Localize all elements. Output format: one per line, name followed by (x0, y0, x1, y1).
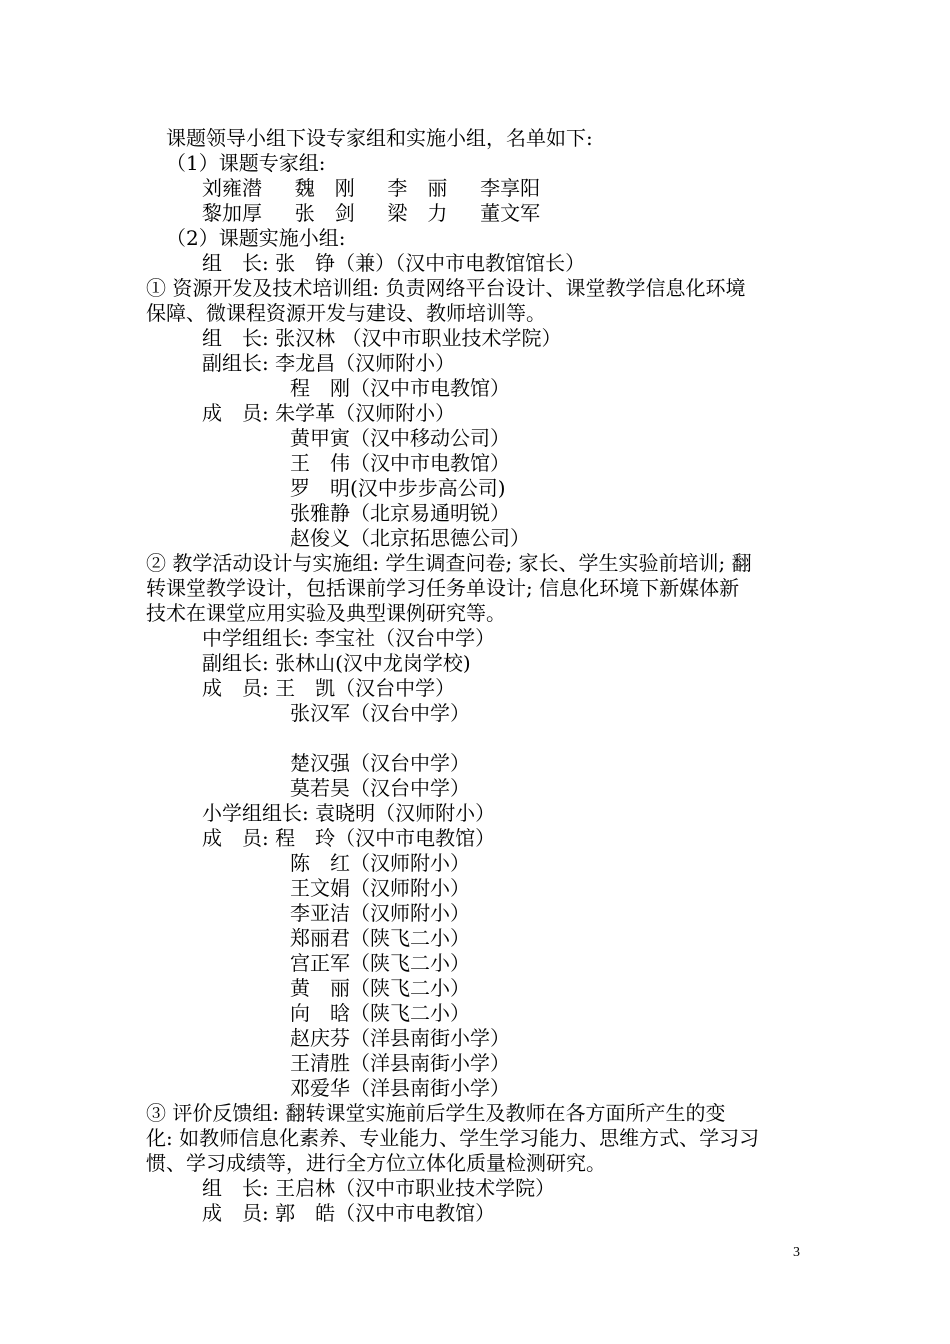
primary-school-member-5: 郑丽君（陕飞二小） (290, 926, 470, 950)
expert-names-row-1: 刘雍潜 魏 刚 李 丽 李享阳 (202, 176, 541, 200)
primary-school-member-6: 宫正军（陕飞二小） (290, 951, 470, 975)
middle-school-deputy: 副组长: 张林山(汉中龙岗学校) (202, 651, 471, 675)
evaluation-leader: 组 长: 王启林（汉中市职业技术学院） (202, 1176, 556, 1200)
primary-school-member-2: 陈 红（汉师附小） (290, 851, 470, 875)
primary-school-member-9: 赵庆芬（洋县南街小学） (290, 1026, 510, 1050)
expert-group-heading: （1）课题专家组: (166, 151, 326, 175)
implementation-group-heading: （2）课题实施小组: (166, 226, 346, 250)
resource-member-4: 罗 明(汉中步步高公司) (290, 476, 506, 500)
evaluation-member-1: 成 员: 郭 皓（汉中市电教馆） (202, 1201, 496, 1225)
primary-school-member-7: 黄 丽（陕飞二小） (290, 976, 470, 1000)
resource-leader: 组 长: 张汉林 （汉中市职业技术学院） (202, 326, 562, 350)
resource-member-6: 赵俊义（北京拓思德公司） (290, 526, 530, 550)
page-number: 3 (793, 1245, 800, 1260)
primary-school-member-11: 邓爱华（洋县南街小学） (290, 1076, 510, 1100)
teaching-group-description-cont-1: 转课堂教学设计，包括课前学习任务单设计; 信息化环境下新媒体新 (146, 576, 740, 600)
resource-member-2: 黄甲寅（汉中移动公司） (290, 426, 510, 450)
middle-school-member-1: 成 员: 王 凯（汉台中学） (202, 676, 456, 700)
resource-deputy-2: 程 刚（汉中市电教馆） (290, 376, 510, 400)
middle-school-leader: 中学组组长: 李宝社（汉台中学） (202, 626, 496, 650)
resource-member-5: 张雅静（北京易通明锐） (290, 501, 510, 525)
intro-text: 课题领导小组下设专家组和实施小组，名单如下: (166, 126, 593, 150)
resource-group-description-cont: 保障、微课程资源开发与建设、教师培训等。 (146, 301, 546, 325)
resource-group-description: ① 资源开发及技术培训组: 负责网络平台设计、课堂教学信息化环境 (146, 276, 746, 300)
primary-school-member-1: 成 员: 程 玲（汉中市电教馆） (202, 826, 496, 850)
expert-names-row-2: 黎加厚 张 剑 梁 力 董文军 (202, 201, 541, 225)
evaluation-group-description-cont-2: 惯、学习成绩等，进行全方位立体化质量检测研究。 (146, 1151, 606, 1175)
resource-deputy-1: 副组长: 李龙昌（汉师附小） (202, 351, 456, 375)
evaluation-group-description-cont-1: 化: 如教师信息化素养、专业能力、学生学习能力、思维方式、学习习 (146, 1126, 760, 1150)
resource-member-1: 成 员: 朱学革（汉师附小） (202, 401, 456, 425)
middle-school-member-2: 张汉军（汉台中学） (290, 701, 470, 725)
resource-member-3: 王 伟（汉中市电教馆） (290, 451, 510, 475)
evaluation-group-description: ③ 评价反馈组: 翻转课堂实施前后学生及教师在各方面所产生的变 (146, 1101, 726, 1125)
primary-school-member-8: 向 晗（陕飞二小） (290, 1001, 470, 1025)
teaching-group-description-cont-2: 技术在课堂应用实验及典型课例研究等。 (146, 601, 506, 625)
middle-school-member-4: 莫若昊（汉台中学） (290, 776, 470, 800)
middle-school-member-3: 楚汉强（汉台中学） (290, 751, 470, 775)
primary-school-member-4: 李亚洁（汉师附小） (290, 901, 470, 925)
implementation-leader: 组 长: 张 铮（兼）（汉中市电教馆馆长） (202, 251, 586, 275)
primary-school-member-10: 王清胜（洋县南街小学） (290, 1051, 510, 1075)
primary-school-member-3: 王文娟（汉师附小） (290, 876, 470, 900)
primary-school-leader: 小学组组长: 袁晓明（汉师附小） (202, 801, 496, 825)
teaching-group-description: ② 教学活动设计与实施组: 学生调查问卷; 家长、学生实验前培训; 翻 (146, 551, 752, 575)
